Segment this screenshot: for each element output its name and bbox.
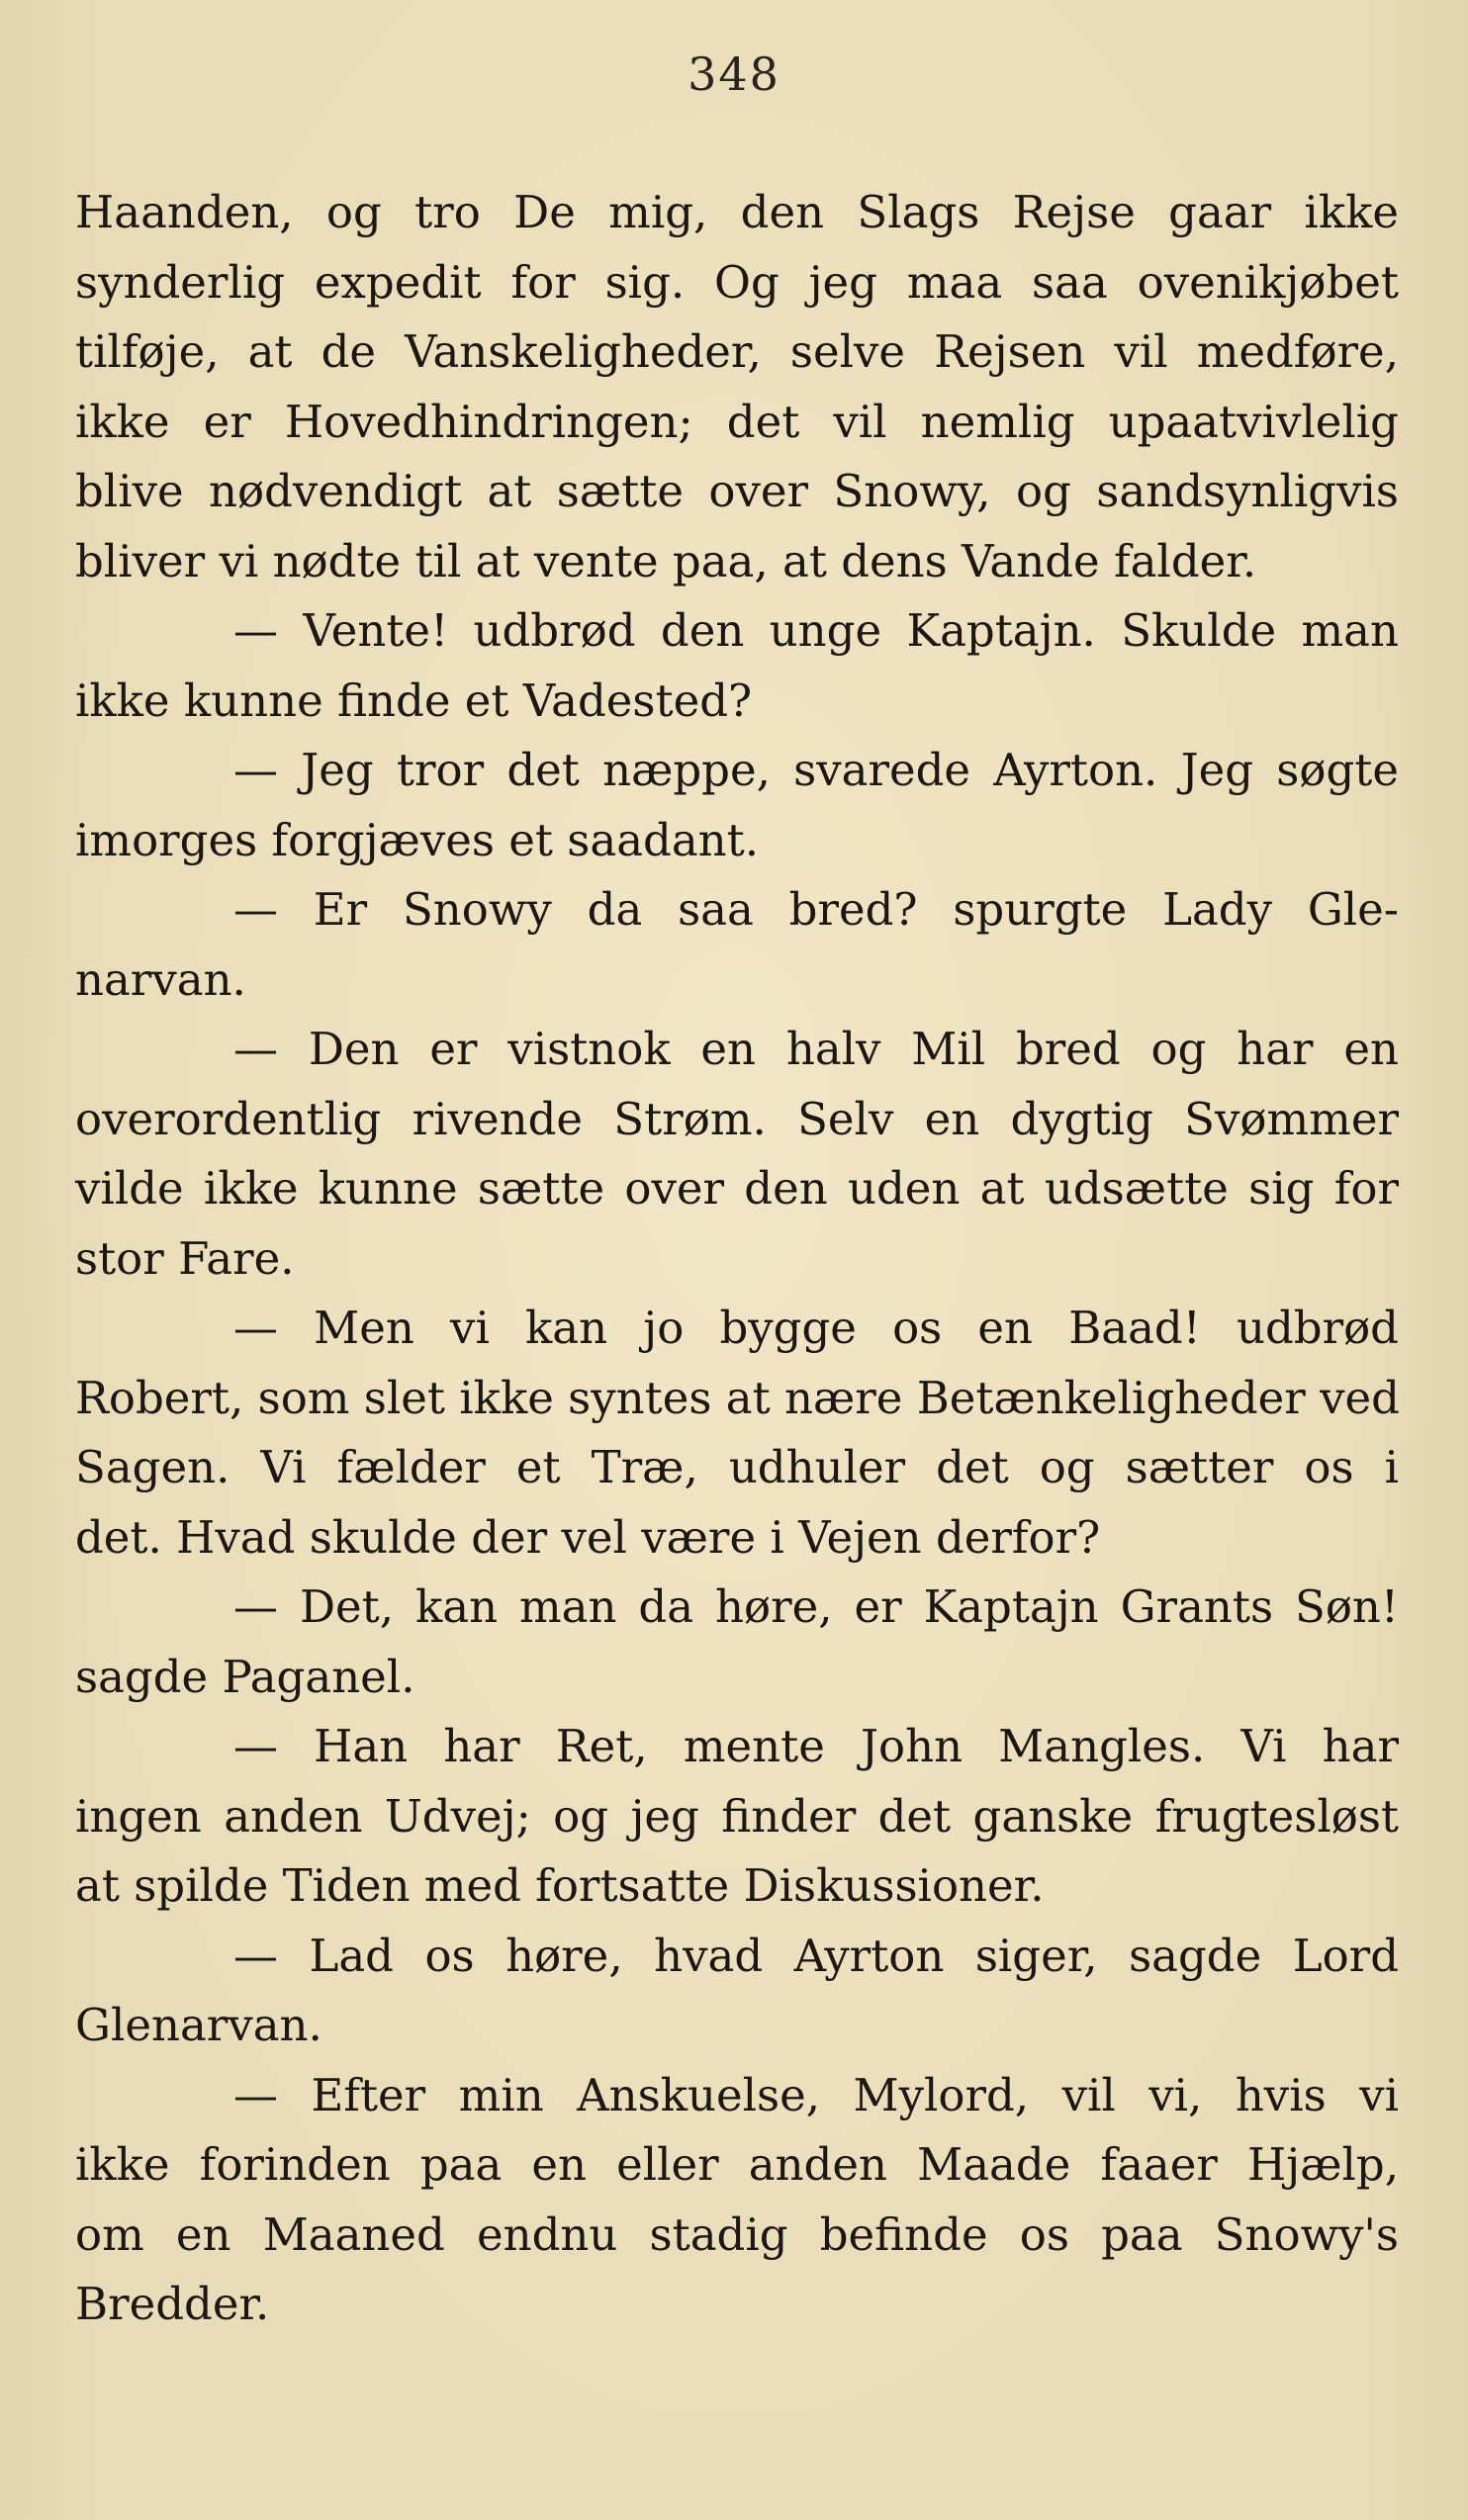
text-line-30: om en Maaned endnu stadig befinde os paa Snowy's bbox=[75, 2207, 1399, 2261]
text-line-12: narvan. bbox=[75, 952, 246, 1006]
text-line-31: Bredder. bbox=[75, 2278, 270, 2330]
text-line-3: tilføje, at de Vanskeligheder, selve Rejsen vil medføre, bbox=[75, 325, 1399, 378]
body-text bbox=[75, 178, 1399, 2340]
text-line-11: — Er Snowy da saa bred? spurgte Lady Gle- bbox=[233, 883, 1399, 936]
text-line-17: — Men vi kan jo bygge os en Baad! udbrød bbox=[233, 1302, 1399, 1354]
text-line-22: sagde Paganel. bbox=[75, 1650, 415, 1703]
text-line-15: vilde ikke kunne sætte over den uden at udsætte sig for bbox=[75, 1162, 1399, 1215]
text-line-21: — Det, kan man da høre, er Kaptajn Grants Søn! bbox=[233, 1580, 1399, 1633]
text-line-24: ingen anden Udvej; og jeg finder det ganske frugtesløst bbox=[75, 1789, 1399, 1843]
text-line-2: synderlig expedit for sig. Og jeg maa saa ovenikjøbet bbox=[75, 255, 1399, 309]
text-line-14: overordentlig rivende Strøm. Selv en dygtig Svømmer bbox=[75, 1092, 1399, 1145]
text-line-20: det. Hvad skulde der vel være i Vejen derfor? bbox=[75, 1510, 1101, 1564]
text-line-25: at spilde Tiden med fortsatte Diskussioner. bbox=[75, 1859, 1045, 1912]
text-line-28: — Efter min Anskuelse, Mylord, vil vi, hvis vi bbox=[233, 2068, 1399, 2121]
text-line-4: ikke er Hovedhindringen; det vil nemlig upaatvivlelig bbox=[75, 395, 1399, 448]
text-line-9: — Jeg tror det næppe, svarede Ayrton. Jeg søgte bbox=[233, 744, 1399, 796]
text-line-6: bliver vi nødte til at vente paa, at dens Vande falder. bbox=[75, 534, 1257, 587]
text-line-19: Sagen. Vi fælder et Træ, udhuler det og sætter os i bbox=[75, 1441, 1399, 1493]
text-line-1: Haanden, og tro De mig, den Slags Rejse gaar ikke bbox=[75, 186, 1399, 238]
text-line-23: — Han har Ret, mente John Mangles. Vi har bbox=[233, 1720, 1399, 1772]
text-line-18: Robert, som slet ikke syntes at nære Betænkeligheder ved bbox=[75, 1371, 1400, 1424]
text-line-16: stor Fare. bbox=[75, 1231, 295, 1285]
text-line-7: — Vente! udbrød den unge Kaptajn. Skulde man bbox=[233, 604, 1399, 657]
page-number: 348 bbox=[688, 47, 780, 101]
text-line-13: — Den er vistnok en halv Mil bred og har en bbox=[233, 1023, 1399, 1075]
text-line-27: Glenarvan. bbox=[75, 1999, 322, 2051]
text-line-26: — Lad os høre, hvad Ayrton siger, sagde Lord bbox=[233, 1929, 1399, 1982]
text-line-5: blive nødvendigt at sætte over Snowy, og sandsynligvis bbox=[75, 465, 1399, 517]
text-line-29: ikke forinden paa en eller anden Maade faaer Hjælp, bbox=[75, 2138, 1399, 2191]
text-line-10: imorges forgjæves et saadant. bbox=[75, 813, 760, 866]
text-line-8: ikke kunne finde et Vadested? bbox=[75, 674, 753, 727]
